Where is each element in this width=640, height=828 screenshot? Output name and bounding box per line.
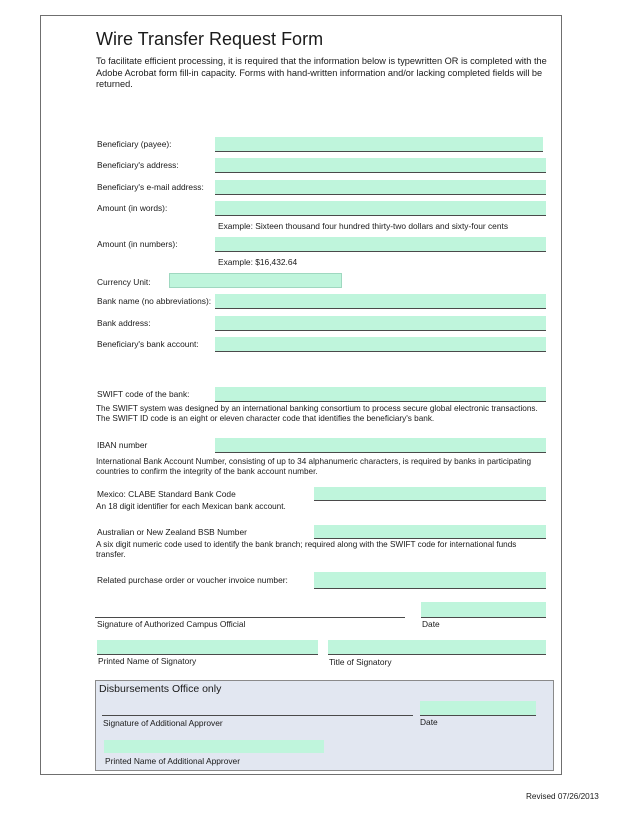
title-of-signatory-input[interactable]	[328, 640, 546, 655]
clabe-input[interactable]	[314, 487, 546, 501]
official-signature-line[interactable]	[95, 617, 405, 618]
printed-name-input[interactable]	[97, 640, 318, 655]
clabe-note: An 18 digit identifier for each Mexican bank account.	[96, 502, 286, 511]
clabe-label: Mexico: CLABE Standard Bank Code	[97, 489, 236, 499]
amount-numbers-input[interactable]	[215, 237, 546, 252]
iban-label: IBAN number	[97, 440, 148, 450]
printed-name-label: Printed Name of Signatory	[98, 656, 197, 666]
bank-address-input[interactable]	[215, 316, 546, 331]
title-of-signatory-label: Title of Signatory	[329, 657, 392, 667]
bank-name-label: Bank name (no abbreviations):	[97, 296, 212, 306]
official-date-input[interactable]	[421, 602, 546, 618]
amount-numbers-example: Example: $16,432.64	[218, 257, 298, 267]
form-title: Wire Transfer Request Form	[96, 29, 324, 49]
amount-words-input[interactable]	[215, 201, 546, 216]
bank-name-input[interactable]	[215, 294, 546, 309]
beneficiary-email-input[interactable]	[215, 180, 546, 195]
currency-unit-label: Currency Unit:	[97, 277, 151, 287]
approver-name-input[interactable]	[104, 740, 324, 753]
official-signature-label: Signature of Authorized Campus Official	[97, 619, 246, 629]
swift-input[interactable]	[215, 387, 546, 402]
currency-unit-input[interactable]	[169, 273, 342, 288]
swift-note: The SWIFT system was designed by an international banking consortium to process secure global electronic transactions. The SWIFT ID code is an eight or eleven character code that identifies the beneficiary's bank.	[96, 404, 538, 424]
amount-numbers-label: Amount (in numbers):	[97, 239, 178, 249]
official-date-label: Date	[422, 619, 440, 629]
po-number-input[interactable]	[314, 572, 546, 589]
beneficiary-address-label: Beneficiary's address:	[97, 160, 179, 170]
bank-account-input[interactable]	[215, 337, 546, 352]
iban-note: International Bank Account Number, consisting of up to 34 alphanumeric characters, is required by banks in participating countries to confirm the integrity of the bank account number.	[96, 457, 532, 477]
bsb-input[interactable]	[314, 525, 546, 539]
approver-signature-label: Signature of Additional Approver	[103, 718, 223, 728]
amount-words-example: Example: Sixteen thousand four hundred thirty-two dollars and sixty-four cents	[218, 221, 509, 231]
beneficiary-payee-label: Beneficiary (payee):	[97, 139, 172, 149]
iban-input[interactable]	[215, 438, 546, 453]
beneficiary-address-input[interactable]	[215, 158, 546, 173]
approver-date-input[interactable]	[420, 701, 536, 716]
disbursements-title: Disbursements Office only	[99, 683, 222, 695]
revised-date: Revised 07/26/2013	[526, 792, 599, 801]
bsb-note: A six digit numeric code used to identify the bank branch; required along with the SWIFT code for international funds transfer.	[96, 540, 517, 560]
swift-label: SWIFT code of the bank:	[97, 389, 190, 399]
beneficiary-payee-input[interactable]	[215, 137, 543, 152]
bank-account-label: Beneficiary's bank account:	[97, 339, 199, 349]
po-number-label: Related purchase order or voucher invoice number:	[97, 575, 288, 585]
amount-words-label: Amount (in words):	[97, 203, 168, 213]
bank-address-label: Bank address:	[97, 318, 151, 328]
bsb-label: Australian or New Zealand BSB Number	[97, 527, 247, 537]
approver-signature-line[interactable]	[102, 715, 413, 716]
approver-date-label: Date	[420, 717, 438, 727]
beneficiary-email-label: Beneficiary's e-mail address:	[97, 182, 204, 192]
approver-name-label: Printed Name of Additional Approver	[105, 756, 241, 766]
intro-text: To facilitate efficient processing, it is required that the information below is typewritten OR is completed with the Adobe Acrobat form fill-in capacity. Forms with hand-written information and/or lacking completed fields will be returned.	[96, 56, 547, 90]
